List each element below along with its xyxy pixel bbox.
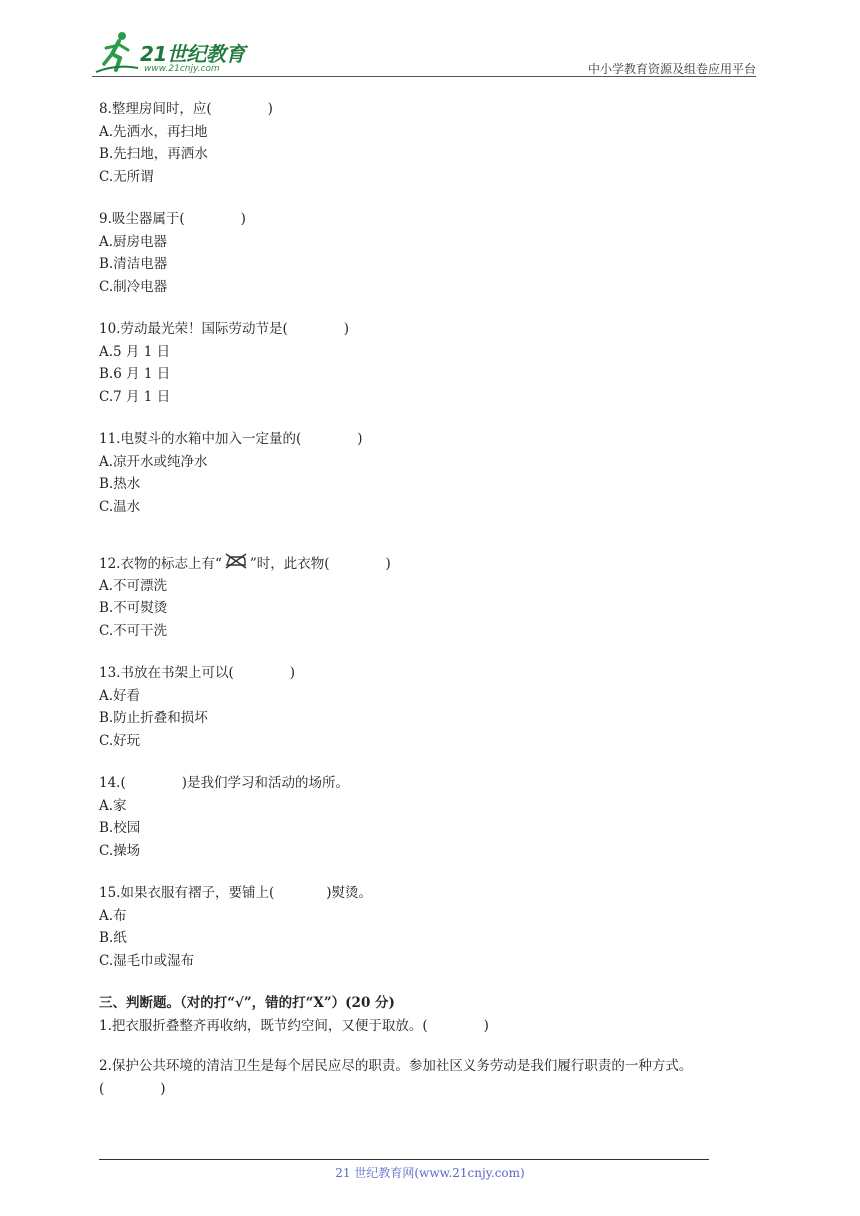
section-judgment: [99, 992, 769, 1100]
option-c: C.7 月 1 日: [99, 388, 171, 405]
option-a: A.厨房电器: [99, 233, 168, 250]
question-stem: 8.整理房间时，应( ): [99, 101, 273, 117]
option-a: A.布: [99, 907, 127, 924]
question-11: [99, 428, 769, 518]
question-stem: 12.衣物的标志上有“ ”时，此衣物( ): [99, 552, 769, 575]
judgment-item-2: 2.保护公共环境的清洁卫生是每个居民应尽的职责。参加社区义务劳动是我们履行职责的一种方式。: [99, 1058, 693, 1074]
option-b: B.6 月 1 日: [99, 366, 171, 382]
header-platform-text: 中小学教育资源及组卷应用平台: [587, 62, 756, 76]
question-14: [99, 772, 769, 862]
option-b: B.防止折叠和损坏: [99, 710, 208, 726]
option-c: C.温水: [99, 498, 141, 515]
option-b: B.纸: [99, 930, 127, 946]
question-stem: 15.如果衣服有褶子，要铺上( )熨烫。: [99, 885, 373, 901]
page-header: [92, 28, 756, 80]
header-divider: [92, 76, 756, 77]
question-stem: 11.电熨斗的水箱中加入一定量的( ): [99, 431, 363, 447]
question-13: [99, 662, 769, 752]
option-a: A.不可漂洗: [99, 577, 168, 594]
footer-divider: [99, 1159, 709, 1160]
logo-url: www.21cnjy.com: [144, 64, 220, 74]
option-b: B.清洁电器: [99, 256, 168, 272]
logo-text: 21世纪教育: [140, 42, 245, 66]
question-8: [99, 98, 769, 188]
option-b: B.不可熨烫: [99, 600, 168, 616]
page-footer: 21 世纪教育网(www.21cnjy.com): [335, 1166, 525, 1180]
question-stem: 10.劳动最光荣！国际劳动节是( ): [99, 321, 350, 337]
option-c: C.湿毛巾或湿布: [99, 952, 195, 969]
option-a: A.凉开水或纯净水: [99, 453, 208, 470]
option-c: C.无所谓: [99, 168, 154, 185]
runner-logo-icon: [92, 28, 142, 78]
section-title: 三、判断题。（对的打“√”，错的打“X”）(20 分): [99, 995, 395, 1011]
document-body: [99, 98, 769, 1100]
option-b: B.校园: [99, 820, 141, 836]
no-ironing-symbol-icon: [224, 552, 248, 570]
question-stem: 9.吸尘器属于( ): [99, 211, 246, 227]
option-b: B.热水: [99, 476, 141, 492]
option-a: A.先洒水，再扫地: [99, 123, 208, 140]
option-c: C.好玩: [99, 732, 141, 749]
question-stem: 14.( )是我们学习和活动的场所。: [99, 775, 350, 791]
site-logo: [92, 28, 282, 78]
option-a: A.5 月 1 日: [99, 343, 171, 360]
option-c: C.制冷电器: [99, 278, 168, 295]
question-12: [99, 552, 769, 642]
question-15: [99, 882, 769, 972]
option-c: C.操场: [99, 842, 141, 859]
question-10: [99, 318, 769, 408]
judgment-item-1: 1.把衣服折叠整齐再收纳，既节约空间，又便于取放。( ): [99, 1017, 489, 1034]
judgment-item-2-answer: ( ): [99, 1080, 166, 1097]
question-9: [99, 208, 769, 298]
option-a: A.家: [99, 797, 127, 814]
option-a: A.好看: [99, 687, 141, 704]
question-stem: 13.书放在书架上可以( ): [99, 665, 296, 681]
option-b: B.先扫地，再洒水: [99, 146, 208, 162]
option-c: C.不可干洗: [99, 622, 168, 639]
